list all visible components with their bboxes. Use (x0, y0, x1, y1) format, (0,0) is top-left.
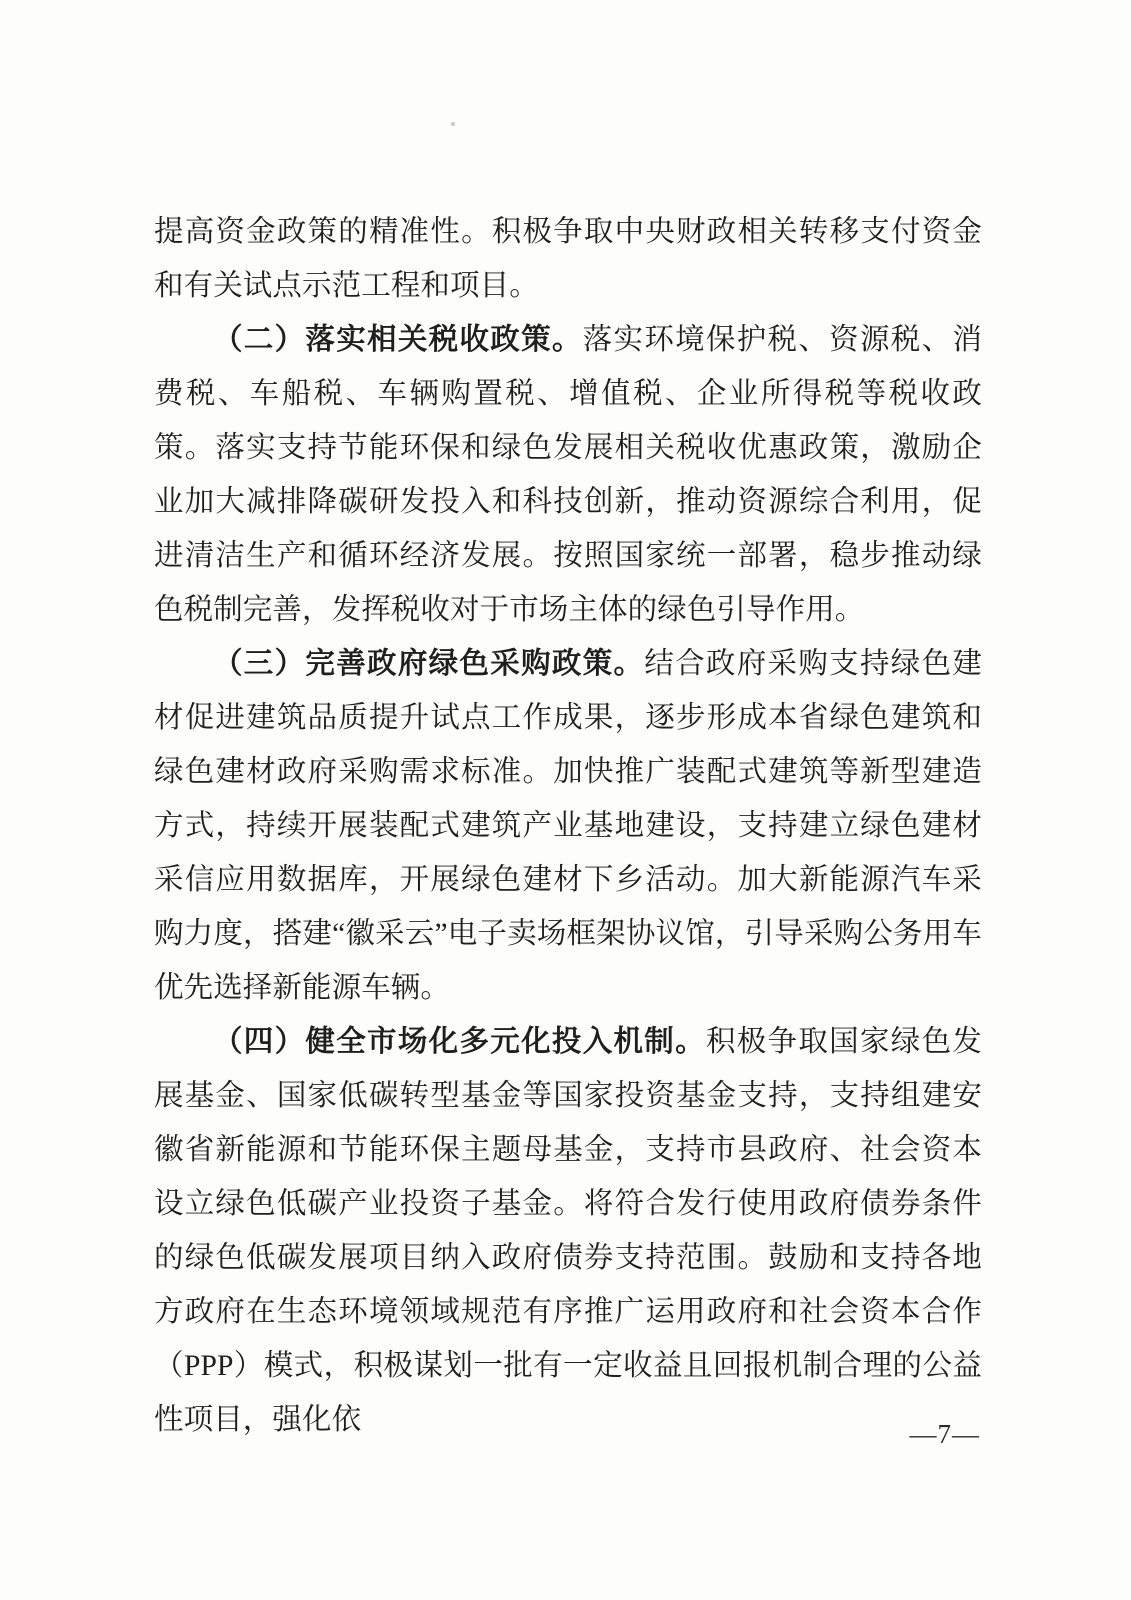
paragraph (154, 1015, 982, 1447)
scan-speck (451, 122, 455, 126)
paragraph (154, 637, 982, 1015)
paragraph-text: 结合政府采购支持绿色建材促进建筑品质提升试点工作成果，逐步形成本省绿色建筑和绿色建材政府采购需求标准。加快推广装配式建筑等新型建造方式，持续开展装配式建筑产业基地建设，支持建立绿色建材采信应用数据库，开展绿色建材下乡活动。加大新能源汽车采购力度，搭建“徽采云”电子卖场框架协议馆，引导采购公务用车优先选择新能源车辆。 (154, 648, 982, 1004)
paragraph-heading: （三）完善政府绿色采购政策。 (213, 648, 645, 680)
paragraph-text: 落实环境保护税、资源税、消费税、车船税、车辆购置税、增值税、企业所得税等税收政策。落实支持节能环保和绿色发展相关税收优惠政策，激励企业加大减排降碳研发投入和科技创新，推动资源综合利用，促进清洁生产和循环经济发展。按照国家统一部署，稳步推动绿色税制完善，发挥税收对于市场主体的绿色引导作用。 (154, 324, 982, 626)
page-number: —7— (909, 1419, 980, 1449)
paragraph-text: 积极争取国家绿色发展基金、国家低碳转型基金等国家投资基金支持，支持组建安徽省新能源和节能环保主题母基金，支持市县政府、社会资本设立绿色低碳产业投资子基金。将符合发行使用政府债券条件的绿色低碳发展项目纳入政府债券支持范围。鼓励和支持各地方政府在生态环境领域规范有序推广运用政府和社会资本合作（PPP）模式，积极谋划一批有一定收益且回报机制合理的公益性项目，强化依 (154, 1026, 982, 1436)
paragraph-text: 提高资金政策的精准性。积极争取中央财政相关转移支付资金和有关试点示范工程和项目。 (154, 216, 982, 302)
paragraph (154, 313, 982, 637)
paragraph-heading: （四）健全市场化多元化投入机制。 (213, 1026, 706, 1058)
document-body (154, 205, 982, 1447)
paragraph (154, 205, 982, 313)
paragraph-heading: （二）落实相关税收政策。 (213, 324, 583, 356)
